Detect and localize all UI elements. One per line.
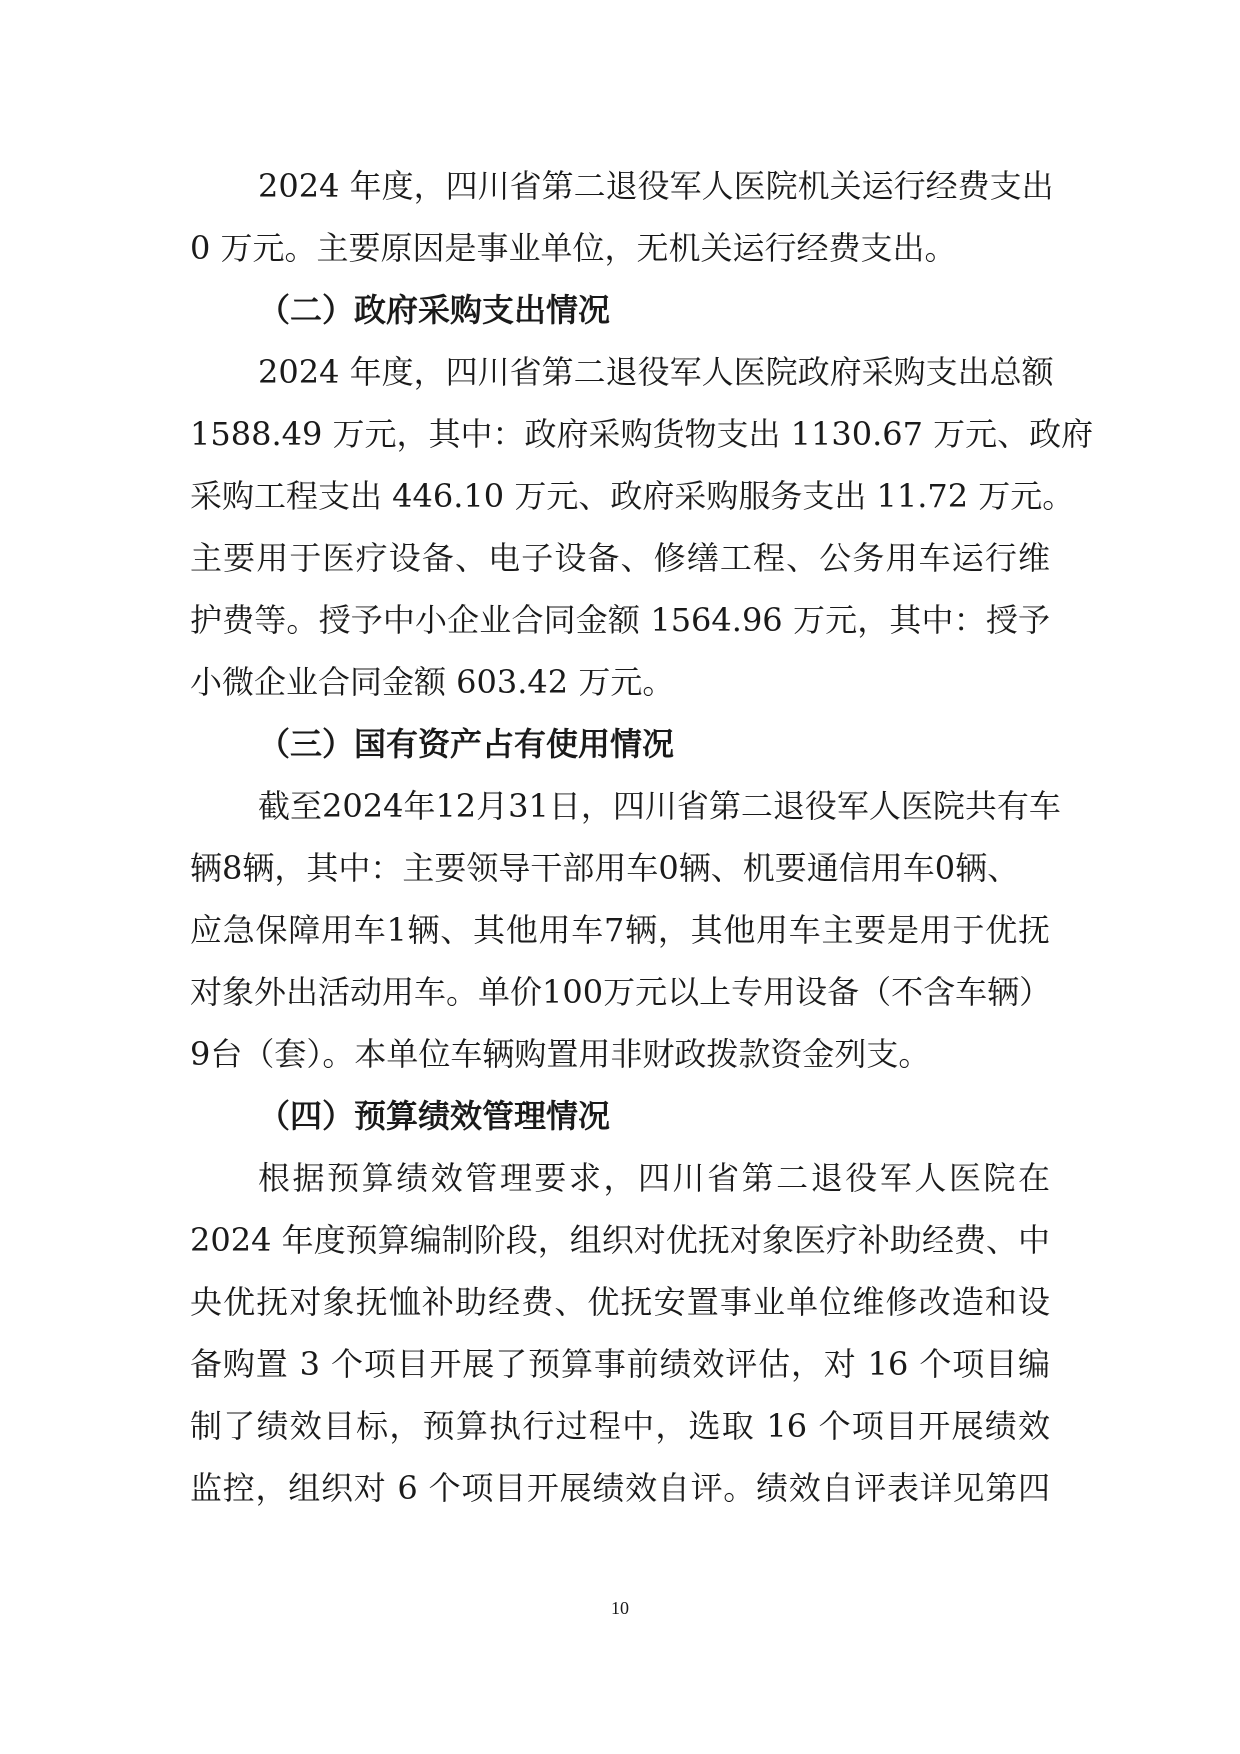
paragraph-line: 2024 年度预算编制阶段，组织对优抚对象医疗补助经费、中 [190, 1221, 1050, 1259]
paragraph-line: 对象外出活动用车。单价100万元以上专用设备（不含车辆） [190, 973, 1052, 1011]
paragraph-line: 监控，组织对 6 个项目开展绩效自评。绩效自评表详见第四 [190, 1469, 1050, 1507]
paragraph-line: 2024 年度，四川省第二退役军人医院政府采购支出总额 [258, 353, 1054, 391]
paragraph-line: 截至2024年12月31日，四川省第二退役军人医院共有车 [258, 787, 1061, 825]
paragraph-line: 采购工程支出 446.10 万元、政府采购服务支出 11.72 万元。 [190, 477, 1075, 515]
paragraph-line: 2024 年度，四川省第二退役军人医院机关运行经费支出 [258, 167, 1054, 205]
paragraph-line: 辆8辆，其中：主要领导干部用车0辆、机要通信用车0辆、 [190, 849, 1020, 887]
section-heading: （四）预算绩效管理情况 [258, 1097, 611, 1135]
paragraph-line: 应急保障用车1辆、其他用车7辆，其他用车主要是用于优抚 [190, 911, 1050, 949]
paragraph-line: 0 万元。主要原因是事业单位，无机关运行经费支出。 [190, 229, 957, 267]
document-body [190, 155, 1094, 1519]
section-heading: （三）国有资产占有使用情况 [258, 725, 675, 763]
paragraph-line: 1588.49 万元，其中：政府采购货物支出 1130.67 万元、政府 [190, 415, 1094, 453]
paragraph-line: 央优抚对象抚恤补助经费、优抚安置事业单位维修改造和设 [190, 1283, 1050, 1321]
page-number: 10 [611, 1598, 629, 1618]
paragraph-line: 制了绩效目标，预算执行过程中，选取 16 个项目开展绩效 [190, 1407, 1050, 1445]
paragraph-line: 护费等。授予中小企业合同金额 1564.96 万元，其中：授予 [190, 601, 1050, 639]
paragraph-line: 根据预算绩效管理要求，四川省第二退役军人医院在 [258, 1159, 1050, 1197]
paragraph-line: 备购置 3 个项目开展了预算事前绩效评估，对 16 个项目编 [190, 1345, 1050, 1383]
paragraph-line: 小微企业合同金额 603.42 万元。 [190, 663, 675, 701]
section-heading: （二）政府采购支出情况 [258, 291, 611, 329]
paragraph-line: 主要用于医疗设备、电子设备、修缮工程、公务用车运行维 [190, 539, 1050, 577]
paragraph-line: 9台（套）。本单位车辆购置用非财政拨款资金列支。 [190, 1035, 931, 1073]
